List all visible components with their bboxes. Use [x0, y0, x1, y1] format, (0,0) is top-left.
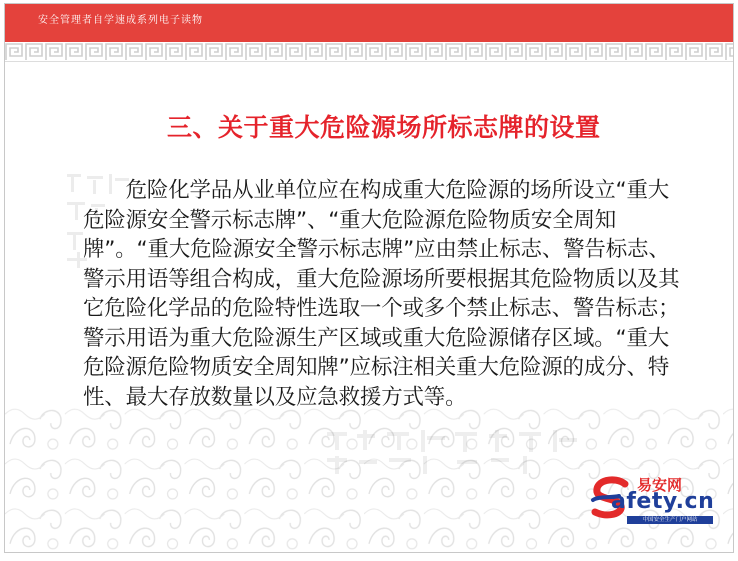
logo-domain: afety.cn [611, 489, 715, 514]
yian-logo[interactable] [589, 470, 727, 528]
slide-body-paragraph: 危险化学品从业单位应在构成重大危险源的场所设立“重大危险源安全警示标志牌”、“重大危险源危险物质安全周知牌”。“重大危险源安全警示标志牌”应由禁止标志、警告标志、警示用语等组合构成，重大危险源场所要根据其危险物质以及其它危险化学品的危险特性选取一个或多个禁止标志、警告标志；警示用语为重大危险源生产区域或重大危险源储存区域。“重大危险源危险物质安全周知牌”应标注相关重大危险源的成分、特性、最大存放数量以及应急救援方式等。 [83, 178, 680, 410]
slide [4, 3, 734, 553]
logo-brand-name: 易安网 [637, 476, 683, 494]
slide-heading: 三、关于重大危险源场所标志牌的设置 [167, 113, 601, 142]
fret-border-decoration [5, 42, 733, 62]
logo-tagline: 中国安全生产门户网站 [627, 516, 713, 524]
header-bar [5, 4, 733, 42]
series-title: 安全管理者自学速成系列电子读物 [38, 15, 203, 26]
faded-background-glyphs-bottom [323, 428, 623, 478]
